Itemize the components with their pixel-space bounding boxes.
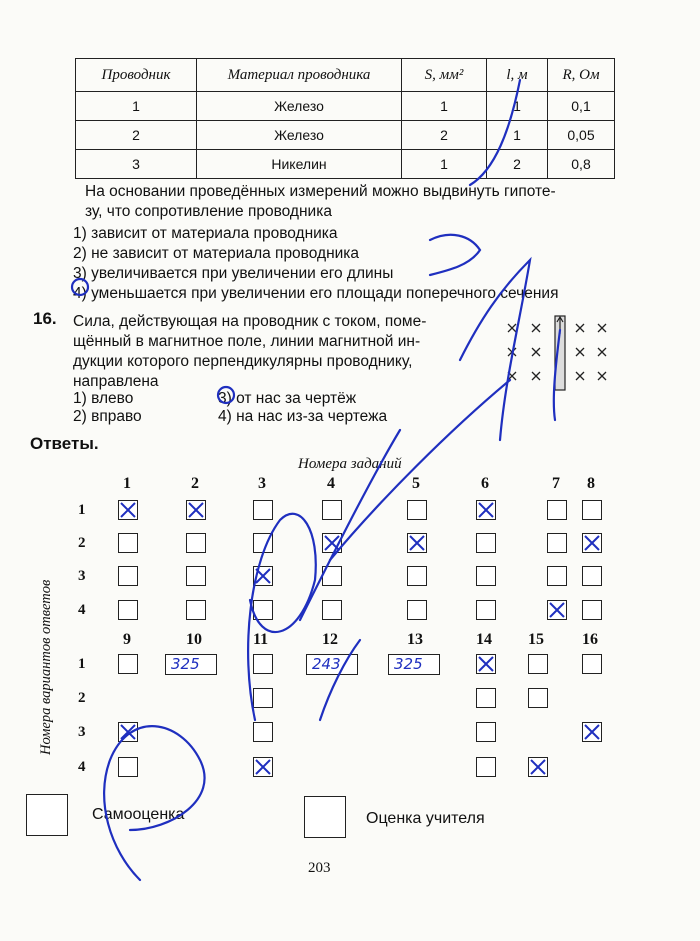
ink-scribble [320, 640, 360, 720]
column-number: 7 [552, 475, 560, 492]
row-number: 4 [78, 602, 86, 618]
ink-scribble [554, 330, 560, 420]
header-length: l, м [487, 59, 548, 92]
answers-title: Ответы. [30, 434, 99, 453]
q15-option-3: 3) увеличивается при увеличении его длины [73, 265, 394, 282]
table-cell: 2 [487, 150, 548, 179]
ink-circle-option-3 [218, 387, 234, 403]
q15-option-1: 1) зависит от материала проводника [73, 225, 338, 242]
row-number: 1 [78, 656, 86, 672]
handwritten-answer-13: 325 [394, 655, 423, 673]
q16-line-2: щённый в магнитное поле, линии магнитной ин- [73, 333, 421, 350]
page-number: 203 [308, 860, 331, 876]
q15-option-2: 2) не зависит от материала проводника [73, 245, 360, 262]
header-area: S, мм² [402, 59, 487, 92]
table-cell: 3 [76, 150, 197, 179]
ink-scribble [430, 235, 480, 275]
column-number: 9 [123, 631, 131, 648]
column-number: 15 [528, 631, 544, 648]
column-number: 6 [481, 475, 489, 492]
table-cell: 1 [402, 150, 487, 179]
table-cell: 0,05 [548, 121, 615, 150]
table-cell: 1 [487, 92, 548, 121]
q16-option-2: 2) вправо [73, 408, 142, 425]
q16-line-3: дукции которого перпендикулярны проводнику, [73, 353, 413, 370]
column-number: 11 [253, 631, 269, 648]
table-cell: 1 [487, 121, 548, 150]
row-number: 2 [78, 690, 86, 706]
ink-circle-option-4 [72, 279, 88, 295]
ink-scribble [330, 380, 510, 560]
column-number: 1 [123, 475, 131, 492]
row-number: 4 [78, 759, 86, 775]
table-cell: Железо [197, 121, 402, 150]
column-number: 2 [191, 475, 199, 492]
self-assessment-label: Самооценка [92, 806, 185, 823]
q16-option-4: 4) на нас из-за чертежа [218, 408, 388, 425]
column-number: 16 [582, 631, 598, 648]
table-cell: 1 [402, 92, 487, 121]
row-number: 1 [78, 502, 86, 518]
column-number: 12 [322, 631, 338, 648]
q16-line-4: направлена [73, 373, 159, 390]
row-number: 3 [78, 724, 86, 740]
ink-scribble [248, 514, 316, 720]
column-number: 5 [412, 475, 420, 492]
table-cell: Никелин [197, 150, 402, 179]
column-number: 14 [476, 631, 492, 648]
table-cell: Железо [197, 92, 402, 121]
column-number: 4 [327, 475, 335, 492]
table-cell: 1 [76, 92, 197, 121]
q16-number: 16. [33, 309, 57, 328]
q16-line-1: Сила, действующая на проводник с током, поме- [73, 313, 427, 330]
column-number: 10 [186, 631, 202, 648]
header-conductor: Проводник [76, 59, 197, 92]
q15-option-4: 4) уменьшается при увеличении его площади поперечного сечения [73, 285, 559, 302]
ink-scribble [104, 726, 204, 880]
ink-scribble [300, 430, 400, 620]
teacher-grade-label: Оценка учителя [366, 810, 485, 827]
ink-scribble [470, 80, 520, 185]
row-number: 3 [78, 568, 86, 584]
header-material: Материал проводника [197, 59, 402, 92]
row-number: 2 [78, 535, 86, 551]
table-cell: 2 [76, 121, 197, 150]
q15-text-line-1: На основании проведённых измерений можно выдвинуть гипоте- [85, 183, 556, 200]
tasks-header: Номера заданий [298, 456, 402, 472]
column-number: 13 [407, 631, 423, 648]
variants-header: Номера вариантов ответов [38, 579, 54, 755]
table-cell: 0,8 [548, 150, 615, 179]
q16-option-1: 1) влево [73, 390, 134, 407]
q16-option-3: 3) от нас за чертёж [218, 390, 357, 407]
handwritten-answer-10: 325 [171, 655, 200, 673]
column-number: 8 [587, 475, 595, 492]
header-resistance: R, Ом [548, 59, 615, 92]
handwritten-answer-12: 243 [312, 655, 341, 673]
table-cell: 0,1 [548, 92, 615, 121]
column-number: 3 [258, 475, 266, 492]
table-cell: 2 [402, 121, 487, 150]
q15-text-line-2: зу, что сопротивление проводника [85, 203, 332, 220]
